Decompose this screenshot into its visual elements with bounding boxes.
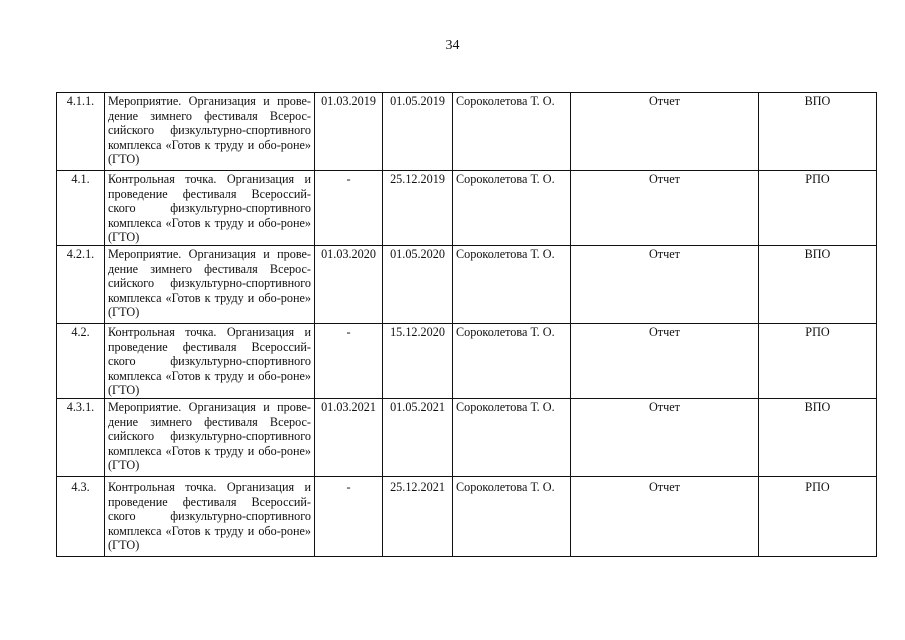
- table-row: [57, 399, 877, 477]
- end-date: 01.05.2020: [383, 246, 453, 324]
- item-number: 4.2.1.: [57, 246, 105, 324]
- responsible-person: Сороколетова Т. О.: [453, 324, 571, 399]
- table-row: [57, 171, 877, 246]
- document-type: ВПО: [759, 246, 877, 324]
- report-form: Отчет: [571, 399, 759, 477]
- document-type: ВПО: [759, 93, 877, 171]
- end-date: 25.12.2019: [383, 171, 453, 246]
- item-description: Мероприятие. Организация и прове-дение зимнего фестиваля Всерос-сийского физкультурно-спортивного комплекса «Готов к труду и обо-роне» (ГТО): [105, 399, 315, 477]
- start-date: -: [315, 171, 383, 246]
- report-form: Отчет: [571, 171, 759, 246]
- report-form: Отчет: [571, 93, 759, 171]
- table-row: [57, 324, 877, 399]
- responsible-person: Сороколетова Т. О.: [453, 477, 571, 557]
- item-description: Контрольная точка. Организация и проведение фестиваля Всероссий-ского физкультурно-спортивного комплекса «Готов к труду и обо-роне» (ГТО): [105, 324, 315, 399]
- start-date: -: [315, 477, 383, 557]
- item-description: Контрольная точка. Организация и проведение фестиваля Всероссий-ского физкультурно-спортивного комплекса «Готов к труду и обо-роне» (ГТО): [105, 171, 315, 246]
- item-number: 4.3.1.: [57, 399, 105, 477]
- responsible-person: Сороколетова Т. О.: [453, 93, 571, 171]
- start-date: 01.03.2020: [315, 246, 383, 324]
- report-form: Отчет: [571, 324, 759, 399]
- end-date: 01.05.2021: [383, 399, 453, 477]
- page-number: 34: [445, 38, 460, 53]
- document-type: РПО: [759, 171, 877, 246]
- document-type: РПО: [759, 324, 877, 399]
- document-type: РПО: [759, 477, 877, 557]
- item-number: 4.2.: [57, 324, 105, 399]
- item-number: 4.1.: [57, 171, 105, 246]
- start-date: -: [315, 324, 383, 399]
- item-number: 4.3.: [57, 477, 105, 557]
- item-number: 4.1.1.: [57, 93, 105, 171]
- report-form: Отчет: [571, 246, 759, 324]
- item-description: Мероприятие. Организация и прове-дение зимнего фестиваля Всерос-сийского физкультурно-спортивного комплекса «Готов к труду и обо-роне» (ГТО): [105, 246, 315, 324]
- document-type: ВПО: [759, 399, 877, 477]
- end-date: 15.12.2020: [383, 324, 453, 399]
- report-form: Отчет: [571, 477, 759, 557]
- item-description: Контрольная точка. Организация и проведение фестиваля Всероссий-ского физкультурно-спортивного комплекса «Готов к труду и обо-роне» (ГТО): [105, 477, 315, 557]
- plan-table: [56, 92, 877, 557]
- start-date: 01.03.2019: [315, 93, 383, 171]
- responsible-person: Сороколетова Т. О.: [453, 246, 571, 324]
- item-description: Мероприятие. Организация и прове-дение зимнего фестиваля Всерос-сийского физкультурно-спортивного комплекса «Готов к труду и обо-роне» (ГТО): [105, 93, 315, 171]
- table-row: [57, 477, 877, 557]
- table-row: [57, 93, 877, 171]
- end-date: 01.05.2019: [383, 93, 453, 171]
- responsible-person: Сороколетова Т. О.: [453, 399, 571, 477]
- responsible-person: Сороколетова Т. О.: [453, 171, 571, 246]
- table-row: [57, 246, 877, 324]
- end-date: 25.12.2021: [383, 477, 453, 557]
- start-date: 01.03.2021: [315, 399, 383, 477]
